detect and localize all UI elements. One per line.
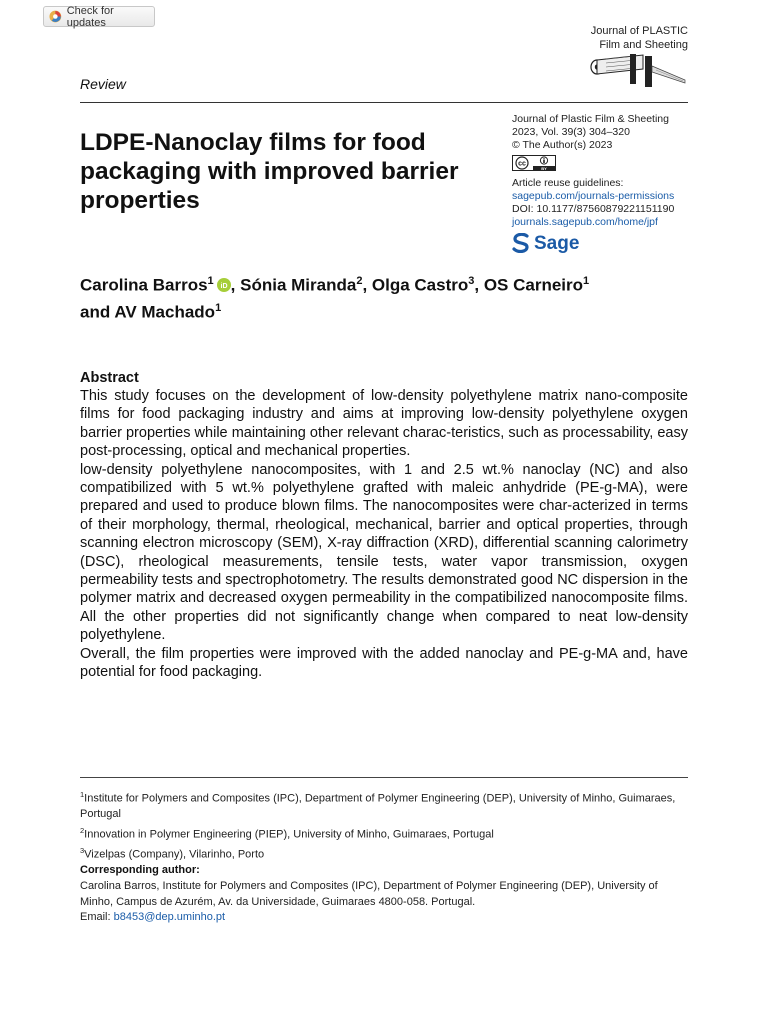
check-updates-icon [49, 10, 62, 23]
citation-copyright: © The Author(s) 2023 [512, 139, 613, 151]
affiliation-1: $^1$Institute for Polymers and Composites (IPC), Department of Polymer Engineering (DEP), University of Minho, Guimaraes, Portugal [80, 790, 676, 821]
svg-text:iD: iD [220, 282, 228, 290]
author-list [80, 270, 700, 323]
sage-wordmark: Sage [534, 232, 580, 254]
author-1-sup: 1 [207, 275, 214, 287]
citation-doi: DOI: 10.1177/87560879221151190 [512, 203, 675, 215]
author-2-sup: 2 [356, 275, 363, 287]
check-for-updates-label: Check for updates [66, 4, 114, 29]
corresponding-author-heading: Corresponding author: [80, 864, 200, 876]
article-title: LDPE-Nanoclay films for food packaging with improved barrier properties [80, 129, 459, 214]
author-5-sup: 1 [215, 301, 222, 314]
author-1: Carolina Barros [80, 275, 208, 295]
author-4: , OS Carneiro [474, 275, 584, 295]
affiliation-3: $^3$Vizelpas (Company), Vilarinho, Porto [80, 846, 265, 861]
cc-by-label: BY [541, 165, 547, 171]
email-label: Email: [80, 911, 114, 924]
orcid-icon[interactable] [217, 278, 231, 292]
email-link[interactable]: b8453@dep.uminho.pt [113, 911, 226, 924]
affiliation-2: $^2$Innovation in Polymer Engineering (PIEP), University of Minho, Guimaraes, Portugal [80, 825, 494, 841]
journal-name-line1: Journal of PLASTIC [590, 25, 688, 37]
abstract-paragraph-3: Overall, the film properties were improved with the added nanoclay and PE-g-MA and, have potential for food packaging. [80, 645, 688, 681]
author-2: , Sónia Miranda [230, 275, 357, 295]
author-5: and AV Machado [80, 302, 216, 322]
check-for-updates-button[interactable] [43, 6, 155, 27]
cc-by-license-icon[interactable] [512, 155, 556, 171]
corresponding-author [80, 879, 690, 926]
author-3: , Olga Castro [362, 275, 469, 295]
author-3-sup: 3 [468, 275, 475, 287]
cc-license-label: cc [518, 160, 526, 168]
footnote-divider [80, 777, 688, 778]
abstract-body [80, 387, 688, 682]
sage-logo [512, 233, 702, 253]
journal-name [591, 24, 688, 52]
citation-block [512, 113, 702, 253]
header-divider [80, 102, 688, 103]
abstract-heading: Abstract [80, 370, 139, 386]
sage-icon [512, 233, 530, 253]
affiliations [80, 787, 690, 863]
journal-logo-icon [588, 52, 688, 90]
corresponding-author-text: Carolina Barros, Institute for Polymers and Composites (IPC), Department of Polymer Engineering (DEP), University of Minho, Campus de Azurém, Av. da Universidade, Guimaraes 4800-058. Portugal. [80, 880, 658, 908]
reuse-permissions-link[interactable]: sagepub.com/journals-permissions [512, 190, 675, 202]
citation-volume: 2023, Vol. 39(3) 304–320 [512, 126, 630, 138]
citation-journal: Journal of Plastic Film & Sheeting [512, 113, 669, 125]
abstract-paragraph-2: low-density polyethylene nanocomposites, with 1 and 2.5 wt.% nanoclay (NC) and also compatibilized with 5 wt.% polyethylene grafted with maleic anhydride (PE-g-MA), were prepared and used to produce blown films. The nanocomposites were char-acterized in terms of their morphology, thermal, rheological, mechanical, barrier and optical properties, through scanning electron microscopy (SEM), X-ray diffraction (XRD), differential scanning calorimetry (DSC), rheological measurements, tensile tests, water vapor transmission, oxygen permeability tests and spectrophotometry. The results demonstrated good NC dispersion in the polymer matrix and decreased oxygen permeability in the compatibilized nanocomposite films. All the other properties did not significantly change when compared to neat low-density polyethylene. [80, 461, 688, 644]
article-type: Review [80, 76, 126, 92]
author-4-sup: 1 [583, 275, 590, 287]
journal-name-line2: Film and Sheeting [599, 39, 688, 51]
abstract-paragraph-1: This study focuses on the development of low-density polyethylene matrix nano-composite films for food packaging industry and aims at improving low-density polyethylene oxygen barrier properties while maintaining other relevant charac-teristics, such as processability, easy post-processing, optical and mechanical properties. [80, 388, 688, 460]
journal-homepage-link[interactable]: journals.sagepub.com/home/jpf [512, 216, 658, 228]
reuse-label: Article reuse guidelines: [512, 177, 624, 189]
